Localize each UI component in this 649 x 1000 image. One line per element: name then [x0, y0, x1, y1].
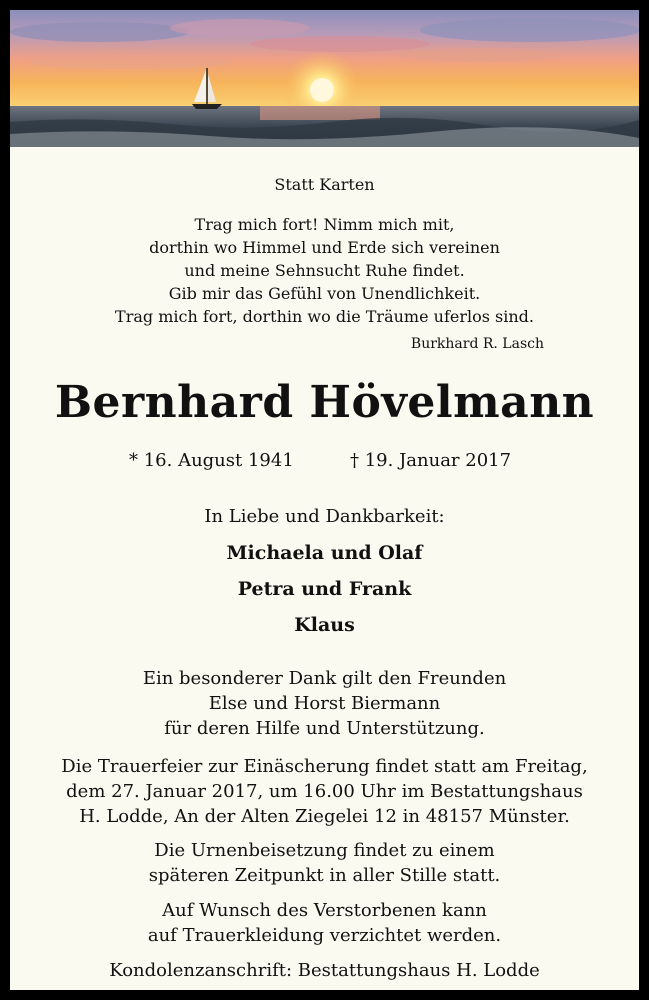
obituary-card — [10, 10, 639, 990]
birth-date: * 16. August 1941 — [129, 450, 294, 471]
ceremony-line: Die Trauerfeier zur Einäscherung findet statt am Freitag, — [61, 756, 588, 777]
mourner-name: Michaela und Olaf — [226, 542, 423, 564]
poem-line: dorthin wo Himmel und Erde sich vereinen — [149, 238, 500, 257]
thanks-line: Else und Horst Biermann — [208, 693, 441, 714]
burial-line: Die Urnenbeisetzung findet zu einem — [154, 840, 495, 861]
deceased-name: Bernhard Hövelmann — [54, 377, 595, 428]
mourner-name: Petra und Frank — [237, 578, 412, 600]
header-text: Statt Karten — [274, 175, 375, 194]
death-date: † 19. Januar 2017 — [350, 450, 512, 471]
poem-line: und meine Sehnsucht Ruhe findet. — [184, 261, 465, 280]
mourner-name: Klaus — [294, 614, 355, 636]
condolence-address: Kondolenzanschrift: Bestattungshaus H. Lodde — [109, 960, 540, 981]
ceremony-line: H. Lodde, An der Alten Ziegelei 12 in 48157 Münster. — [79, 806, 570, 827]
dedication: In Liebe und Dankbarkeit: — [204, 506, 445, 527]
burial-line: späteren Zeitpunkt in aller Stille statt. — [148, 865, 501, 886]
thanks-line: Ein besonderer Dank gilt den Freunden — [142, 668, 507, 689]
thanks-line: für deren Hilfe und Unterstützung. — [164, 718, 485, 739]
poem-line: Gib mir das Gefühl von Unendlichkeit. — [168, 284, 481, 303]
poem-author: Burkhard R. Lasch — [410, 336, 544, 352]
poem-line: Trag mich fort, dorthin wo die Träume uferlos sind. — [115, 307, 534, 326]
clothing-line: auf Trauerkleidung verzichtet werden. — [147, 925, 502, 946]
poem-line: Trag mich fort! Nimm mich mit, — [194, 215, 455, 234]
ceremony-line: dem 27. Januar 2017, um 16.00 Uhr im Bestattungshaus — [66, 781, 583, 802]
clothing-line: Auf Wunsch des Verstorbenen kann — [162, 900, 487, 921]
sunset-sea-image — [10, 10, 639, 147]
